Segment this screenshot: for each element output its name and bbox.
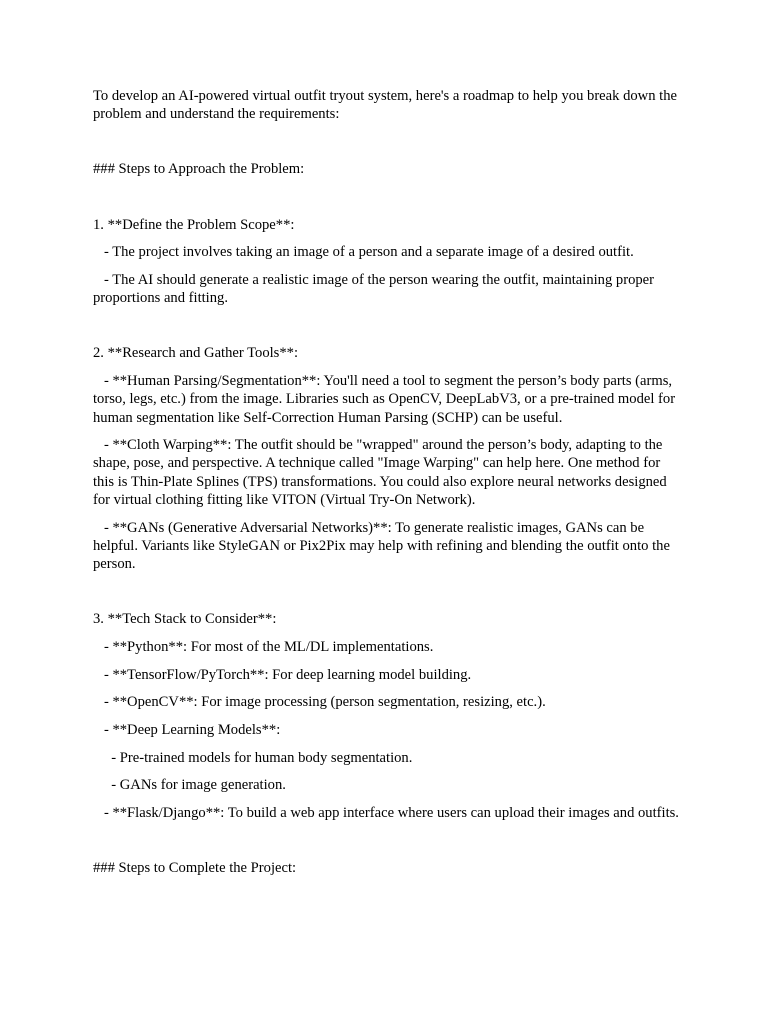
document-body: [93, 87, 681, 877]
section-heading-approach: ### Steps to Approach the Problem:: [93, 161, 305, 178]
step-2-bullet-parsing: - **Human Parsing/Segmentation**: You'll need a tool to segment the person’s body parts (arms, torso, legs, etc.) from the image. Libraries such as OpenCV, DeepLabV3, or a pre-trained model for human segmentation like Self-Correction Human Parsing (SCHP) can be useful.: [93, 373, 679, 426]
step-2-bullet-gans: - **GANs (Generative Adversarial Networks)**: To generate realistic images, GANs can be helpful. Variants like StyleGAN or Pix2Pix may help with refining and blending the outfit onto the person.: [93, 519, 674, 572]
section-heading-complete: ### Steps to Complete the Project:: [93, 860, 297, 877]
step-3-bullet-deep-learning: - **Deep Learning Models**:: [93, 721, 281, 738]
intro-paragraph: To develop an AI-powered virtual outfit tryout system, here's a roadmap to help you break down the problem and understand the requirements:: [93, 88, 681, 123]
step-1-bullet-2: - The AI should generate a realistic image of the person wearing the outfit, maintaining proper proportions and fitting.: [93, 272, 658, 307]
step-3-bullet-flask: - **Flask/Django**: To build a web app interface where users can upload their images and outfits.: [93, 805, 679, 822]
step-3-bullet-tensorflow: - **TensorFlow/PyTorch**: For deep learning model building.: [93, 666, 472, 683]
step-2-heading: 2. **Research and Gather Tools**:: [93, 345, 298, 362]
step-2-bullet-warping: - **Cloth Warping**: The outfit should be "wrapped" around the person’s body, adapting to the shape, pose, and perspective. A technique called "Image Warping" can help here. One method for this is Thin-Plate Splines (TPS) transformations. You could also explore neural networks designed for virtual clothing fitting like VITON (Virtual Try-On Network).: [93, 437, 671, 508]
step-3-subbullet-segmentation: - Pre-trained models for human body segmentation.: [93, 749, 413, 766]
step-3-subbullet-gans: - GANs for image generation.: [93, 777, 286, 794]
step-1-bullet-1: - The project involves taking an image of a person and a separate image of a desired outfit.: [93, 244, 634, 261]
step-3-bullet-opencv: - **OpenCV**: For image processing (person segmentation, resizing, etc.).: [93, 694, 546, 711]
step-3-heading: 3. **Tech Stack to Consider**:: [93, 611, 277, 628]
step-1-heading: 1. **Define the Problem Scope**:: [93, 216, 295, 233]
step-3-bullet-python: - **Python**: For most of the ML/DL implementations.: [93, 638, 434, 655]
